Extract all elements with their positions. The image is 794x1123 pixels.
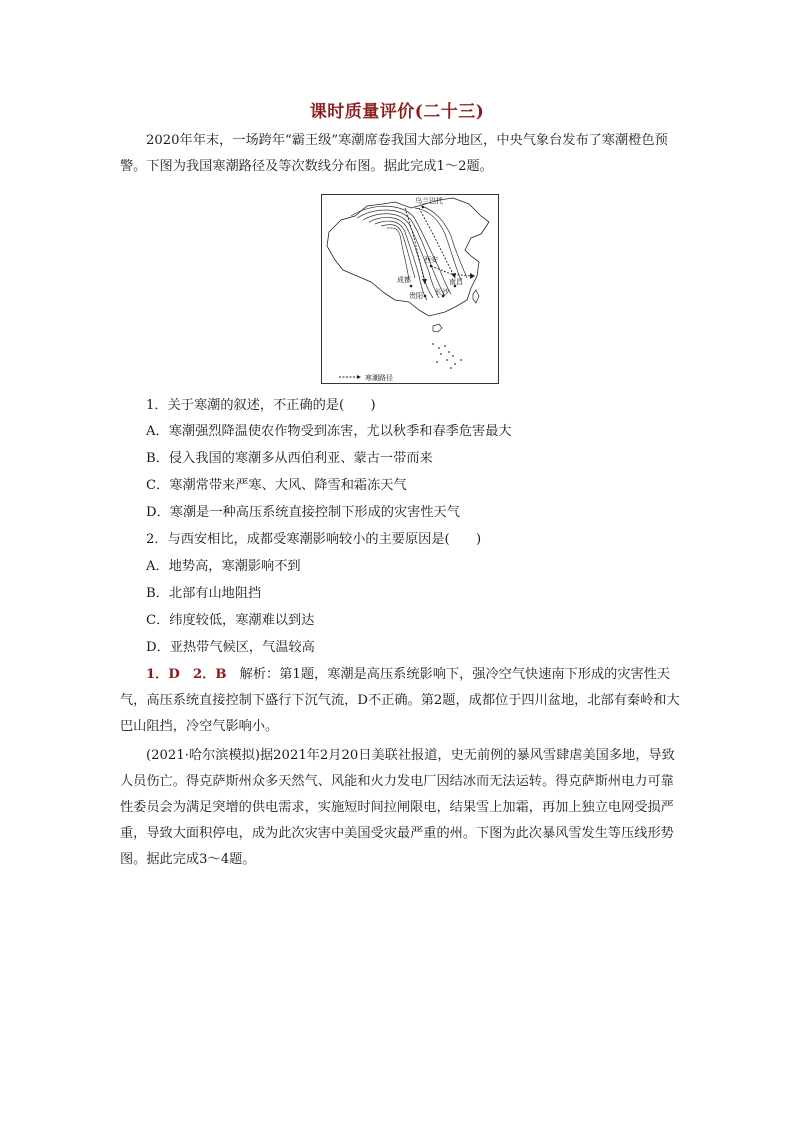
answer-text: 解析：第1题，寒潮是高压系统影响下，强冷空气快速南下形成的灾害性天气，高压系统直接控制下盛行下沉气流，D不正确。第2题，成都位于四川盆地，北部有秦岭和大巴山阻挡，冷空气影响小。 bbox=[120, 667, 680, 734]
answer-key: 1．D 2．B bbox=[146, 667, 227, 682]
label-nanchang: 南昌 bbox=[449, 278, 463, 286]
q1-option-b: B．侵入我国的寒潮多从西伯利亚、蒙古一带而来 bbox=[146, 451, 433, 466]
q1-option-a: A．寒潮强烈降温使农作物受到冻害，尤以秋季和春季危害最大 bbox=[146, 424, 512, 439]
q2-option-c: C．纬度较低，寒潮难以到达 bbox=[146, 613, 315, 628]
label-ulaanbaatar: 乌兰巴托 bbox=[415, 197, 443, 205]
q2-option-b: B．北部有山地阻挡 bbox=[146, 586, 262, 601]
label-chengdu: 成都 bbox=[397, 276, 411, 284]
q1-option-d: D．寒潮是一种高压系统直接控制下形成的灾害性天气 bbox=[146, 505, 460, 520]
label-changsha: 长沙 bbox=[435, 288, 449, 296]
q1-stem: 1．关于寒潮的叙述，不正确的是( ) bbox=[146, 398, 376, 413]
legend-label: 寒潮路径 bbox=[365, 374, 393, 382]
intro-paragraph-2: (2021·哈尔滨模拟)据2021年2月20日美联社报道，史无前例的暴风雪肆虐美国多地，导致人员伤亡。得克萨斯州众多天然气、风能和火力发电厂因结冰而无法运转。得克萨斯州电力可靠性委员会为满足突增的供电需求，实施短时间拉闸限电，结果雪上加霜，再加上独立电网受损严重，导致大面积停电，成为此次灾害中美国受灾最严重的州。下图为此次暴风雪发生等压线形势图。据此完成3～4题。 bbox=[120, 748, 675, 867]
q2-option-a: A．地势高，寒潮影响不到 bbox=[146, 559, 301, 574]
q2-stem: 2．与西安相比，成都受寒潮影响较小的主要原因是( ) bbox=[146, 532, 482, 547]
answer-explanation bbox=[120, 662, 680, 740]
q1-option-c: C．寒潮常带来严寒、大风、降雪和霜冻天气 bbox=[146, 478, 407, 493]
q2-option-d: D．亚热带气候区，气温较高 bbox=[146, 640, 315, 655]
intro-paragraph: 2020年年末，一场跨年“霸王级”寒潮席卷我国大部分地区，中央气象台发布了寒潮橙色预警。下图为我国寒潮路径及等次数线分布图。据此完成1～2题。 bbox=[120, 133, 668, 174]
label-guiyang: 贵阳 bbox=[409, 292, 423, 300]
page-title: 课时质量评价(二十三) bbox=[309, 102, 485, 122]
label-xian: 西安 bbox=[424, 256, 438, 264]
cold-wave-map bbox=[321, 194, 499, 384]
